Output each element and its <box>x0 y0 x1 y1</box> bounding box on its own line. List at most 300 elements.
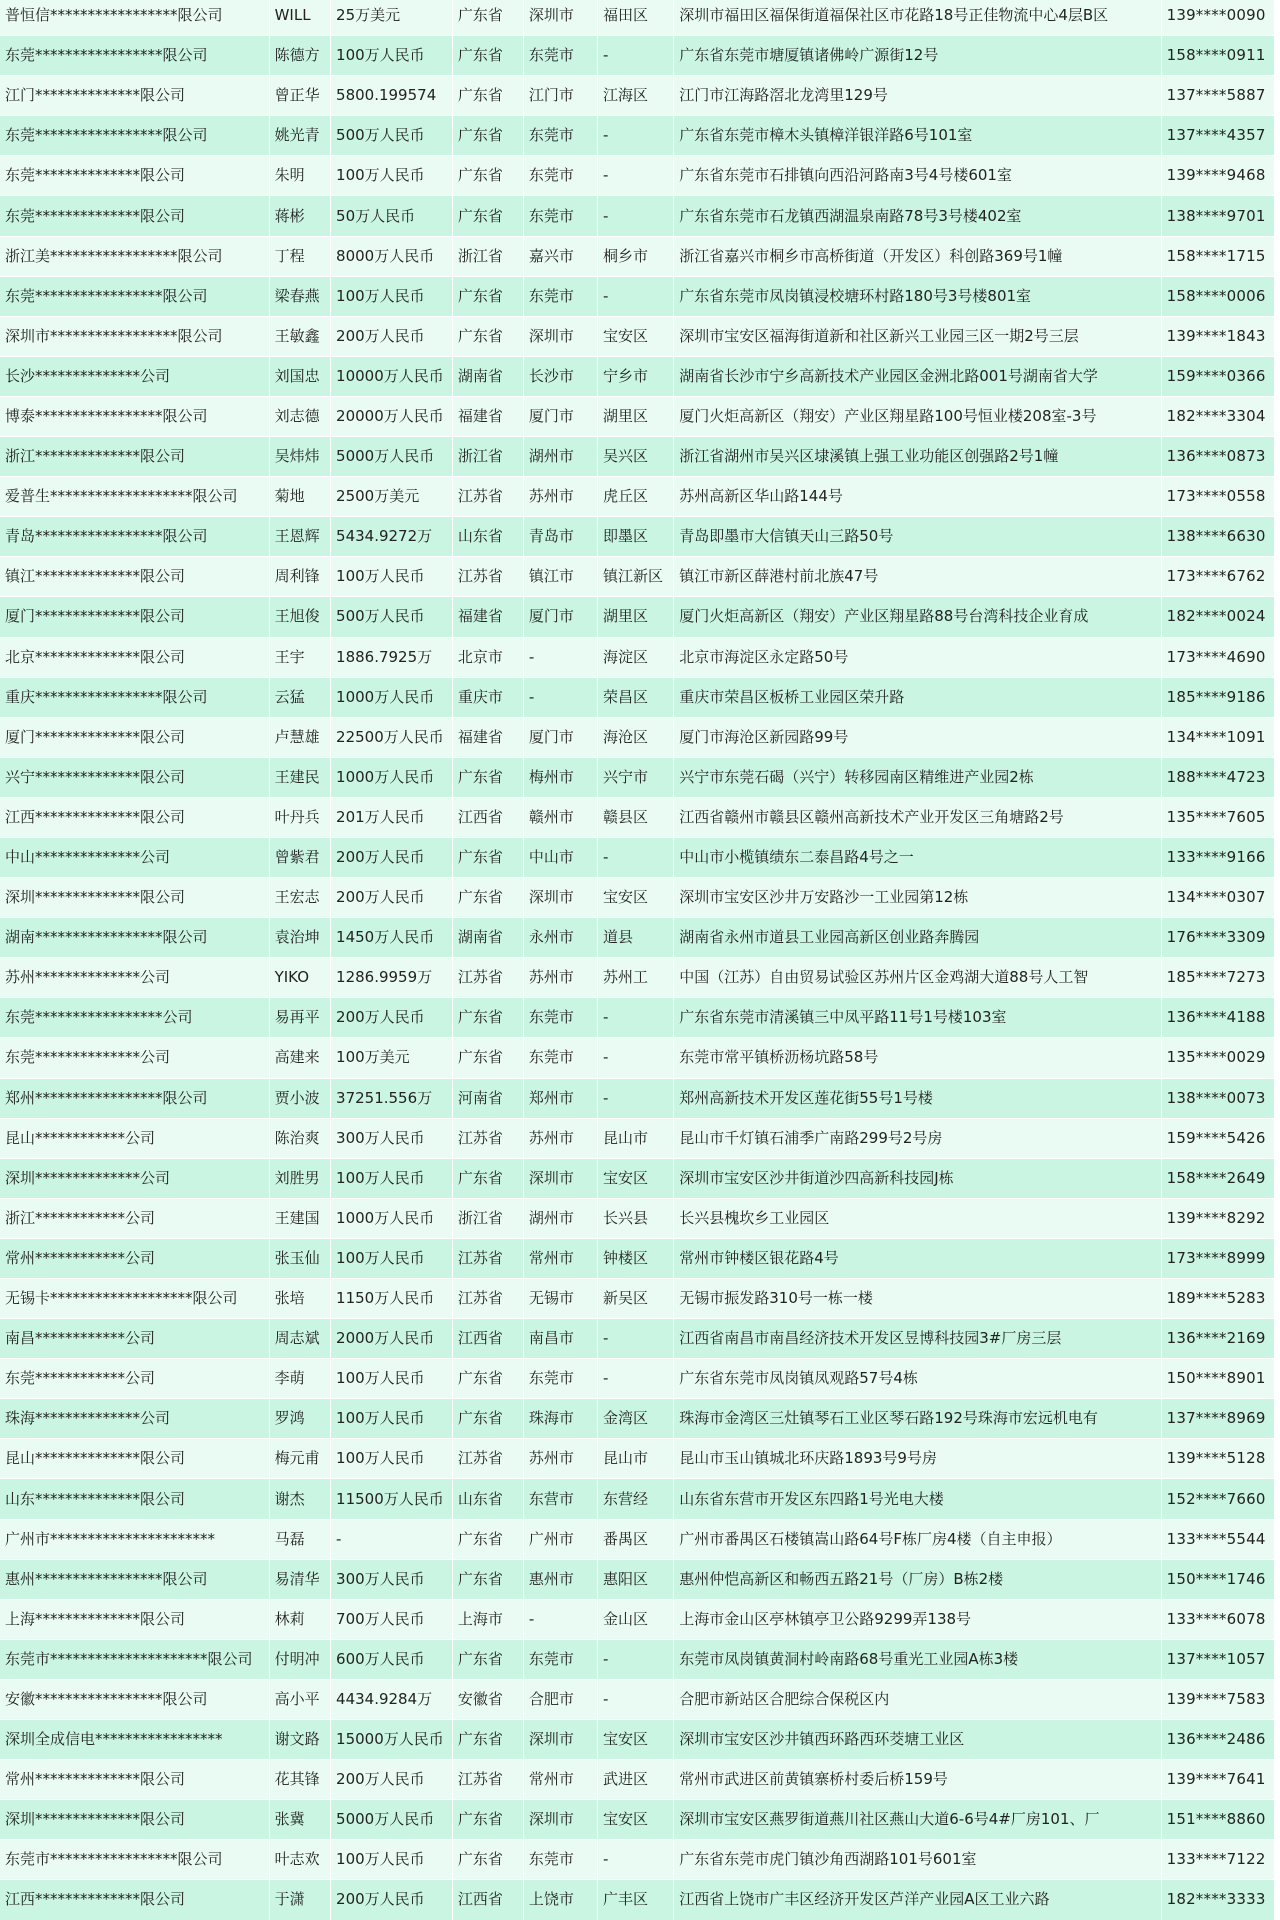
phone-cell: 173****6762 <box>1161 557 1274 597</box>
legal-person-cell: 王敏鑫 <box>269 316 330 356</box>
phone-cell: 189****5283 <box>1161 1279 1274 1319</box>
legal-person-cell: 刘国忠 <box>269 356 330 396</box>
phone-cell: 182****0024 <box>1161 597 1274 637</box>
province-cell: 广东省 <box>452 76 523 116</box>
registered-capital-cell: - <box>331 1519 453 1559</box>
phone-cell: 134****0307 <box>1161 878 1274 918</box>
registered-capital-cell: 1450万人民币 <box>331 918 453 958</box>
legal-person-cell: 罗鸿 <box>269 1399 330 1439</box>
city-cell: 江门市 <box>523 76 597 116</box>
registered-capital-cell: 5000万人民币 <box>331 1800 453 1840</box>
district-cell: 海淀区 <box>597 637 673 677</box>
table-row <box>0 1158 1275 1198</box>
table-row <box>0 477 1275 517</box>
table-row <box>0 76 1275 116</box>
phone-cell: 158****0911 <box>1161 36 1274 76</box>
table-row <box>0 1479 1275 1519</box>
address-cell: 厦门火炬高新区（翔安）产业区翔星路88号台湾科技企业育成 <box>674 597 1161 637</box>
legal-person-cell: 陈治爽 <box>269 1118 330 1158</box>
province-cell: 江西省 <box>452 797 523 837</box>
registered-capital-cell: 10000万人民币 <box>331 356 453 396</box>
phone-cell: 136****4188 <box>1161 998 1274 1038</box>
company-name-cell: 惠州*****************限公司 <box>0 1559 269 1599</box>
registered-capital-cell: 200万人民币 <box>331 837 453 877</box>
address-cell: 昆山市千灯镇石浦季广南路299号2号房 <box>674 1118 1161 1158</box>
province-cell: 江苏省 <box>452 477 523 517</box>
company-name-cell: 浙江************公司 <box>0 1198 269 1238</box>
legal-person-cell: 卢慧雄 <box>269 717 330 757</box>
table-row <box>0 396 1275 436</box>
table-row <box>0 116 1275 156</box>
legal-person-cell: 曾紫君 <box>269 837 330 877</box>
address-cell: 湖南省永州市道县工业园高新区创业路奔腾园 <box>674 918 1161 958</box>
company-name-cell: 无锡卡*******************限公司 <box>0 1279 269 1319</box>
company-name-cell: 深圳**************限公司 <box>0 1800 269 1840</box>
table-row <box>0 1439 1275 1479</box>
company-name-cell: 深圳全成信电***************** <box>0 1720 269 1760</box>
company-name-cell: 东莞**************限公司 <box>0 156 269 196</box>
company-name-cell: 广州市********************** <box>0 1519 269 1559</box>
city-cell: 苏州市 <box>523 1439 597 1479</box>
legal-person-cell: 李萌 <box>269 1359 330 1399</box>
province-cell: 广东省 <box>452 1399 523 1439</box>
address-cell: 广东省东莞市清溪镇三中凤平路11号1号楼103室 <box>674 998 1161 1038</box>
phone-cell: 133****9166 <box>1161 837 1274 877</box>
table-row <box>0 1559 1275 1599</box>
phone-cell: 137****5887 <box>1161 76 1274 116</box>
legal-person-cell: 高建来 <box>269 1038 330 1078</box>
address-cell: 青岛即墨市大信镇天山三路50号 <box>674 517 1161 557</box>
city-cell: 惠州市 <box>523 1559 597 1599</box>
legal-person-cell: 王建国 <box>269 1198 330 1238</box>
phone-cell: 151****8860 <box>1161 1800 1274 1840</box>
phone-cell: 139****7641 <box>1161 1760 1274 1800</box>
address-cell: 江西省上饶市广丰区经济开发区芦洋产业园A区工业六路 <box>674 1880 1161 1920</box>
district-cell: - <box>597 116 673 156</box>
city-cell: 湖州市 <box>523 437 597 477</box>
company-name-cell: 东莞**************限公司 <box>0 196 269 236</box>
address-cell: 江门市江海路滘北龙湾里129号 <box>674 76 1161 116</box>
table-row <box>0 1038 1275 1078</box>
legal-person-cell: 王旭俊 <box>269 597 330 637</box>
company-name-cell: 爱普生*******************限公司 <box>0 477 269 517</box>
table-row <box>0 1399 1275 1439</box>
company-name-cell: 博泰*****************限公司 <box>0 396 269 436</box>
city-cell: 东莞市 <box>523 1840 597 1880</box>
phone-cell: 137****4357 <box>1161 116 1274 156</box>
district-cell: 海沧区 <box>597 717 673 757</box>
city-cell: - <box>523 1599 597 1639</box>
district-cell: 新吴区 <box>597 1279 673 1319</box>
province-cell: 广东省 <box>452 1559 523 1599</box>
phone-cell: 182****3304 <box>1161 396 1274 436</box>
city-cell: 深圳市 <box>523 316 597 356</box>
city-cell: 常州市 <box>523 1760 597 1800</box>
district-cell: 宝安区 <box>597 316 673 356</box>
district-cell: - <box>597 998 673 1038</box>
registered-capital-cell: 100万美元 <box>331 1038 453 1078</box>
city-cell: 无锡市 <box>523 1279 597 1319</box>
district-cell: 武进区 <box>597 1760 673 1800</box>
table-row <box>0 1760 1275 1800</box>
legal-person-cell: 贾小波 <box>269 1078 330 1118</box>
legal-person-cell: 朱明 <box>269 156 330 196</box>
legal-person-cell: 付明冲 <box>269 1639 330 1679</box>
registered-capital-cell: 200万人民币 <box>331 998 453 1038</box>
table-row <box>0 637 1275 677</box>
address-cell: 广东省东莞市凤岗镇凤观路57号4栋 <box>674 1359 1161 1399</box>
province-cell: 广东省 <box>452 837 523 877</box>
registered-capital-cell: 1886.7925万 <box>331 637 453 677</box>
company-name-cell: 东莞*****************限公司 <box>0 276 269 316</box>
legal-person-cell: 袁治坤 <box>269 918 330 958</box>
province-cell: 福建省 <box>452 717 523 757</box>
table-row <box>0 1118 1275 1158</box>
legal-person-cell: 王恩辉 <box>269 517 330 557</box>
district-cell: 道县 <box>597 918 673 958</box>
company-name-cell: 常州**************限公司 <box>0 1760 269 1800</box>
phone-cell: 139****0090 <box>1161 0 1274 36</box>
table-row <box>0 517 1275 557</box>
legal-person-cell: YIKO <box>269 958 330 998</box>
district-cell: - <box>597 1078 673 1118</box>
city-cell: 深圳市 <box>523 1158 597 1198</box>
phone-cell: 158****1715 <box>1161 236 1274 276</box>
registered-capital-cell: 1000万人民币 <box>331 757 453 797</box>
phone-cell: 150****8901 <box>1161 1359 1274 1399</box>
city-cell: 东莞市 <box>523 1639 597 1679</box>
table-row <box>0 1840 1275 1880</box>
address-cell: 深圳市福田区福保街道福保社区市花路18号正佳物流中心4层B区 <box>674 0 1161 36</box>
registered-capital-cell: 100万人民币 <box>331 1439 453 1479</box>
phone-cell: 173****0558 <box>1161 477 1274 517</box>
phone-cell: 158****2649 <box>1161 1158 1274 1198</box>
province-cell: 广东省 <box>452 1038 523 1078</box>
table-row <box>0 196 1275 236</box>
district-cell: 赣县区 <box>597 797 673 837</box>
city-cell: 珠海市 <box>523 1399 597 1439</box>
table-row <box>0 597 1275 637</box>
legal-person-cell: 刘胜男 <box>269 1158 330 1198</box>
table-row <box>0 356 1275 396</box>
city-cell: 深圳市 <box>523 1800 597 1840</box>
table-row <box>0 1639 1275 1679</box>
table-row <box>0 1880 1275 1920</box>
address-cell: 广东省东莞市塘厦镇诸佛岭广源街12号 <box>674 36 1161 76</box>
district-cell: 宁乡市 <box>597 356 673 396</box>
province-cell: 广东省 <box>452 1359 523 1399</box>
province-cell: 江苏省 <box>452 1439 523 1479</box>
district-cell: 东营经 <box>597 1479 673 1519</box>
registered-capital-cell: 37251.556万 <box>331 1078 453 1118</box>
city-cell: 东莞市 <box>523 116 597 156</box>
phone-cell: 138****0073 <box>1161 1078 1274 1118</box>
phone-cell: 188****4723 <box>1161 757 1274 797</box>
registered-capital-cell: 20000万人民币 <box>331 396 453 436</box>
province-cell: 江西省 <box>452 1319 523 1359</box>
address-cell: 中山市小榄镇绩东二泰昌路4号之一 <box>674 837 1161 877</box>
province-cell: 广东省 <box>452 116 523 156</box>
phone-cell: 158****0006 <box>1161 276 1274 316</box>
address-cell: 镇江市新区薛港村前北族47号 <box>674 557 1161 597</box>
phone-cell: 137****1057 <box>1161 1639 1274 1679</box>
legal-person-cell: 云猛 <box>269 677 330 717</box>
registered-capital-cell: 300万人民币 <box>331 1559 453 1599</box>
province-cell: 湖南省 <box>452 918 523 958</box>
registered-capital-cell: 600万人民币 <box>331 1639 453 1679</box>
phone-cell: 138****6630 <box>1161 517 1274 557</box>
phone-cell: 136****2169 <box>1161 1319 1274 1359</box>
phone-cell: 137****8969 <box>1161 1399 1274 1439</box>
company-name-cell: 深圳市*****************限公司 <box>0 316 269 356</box>
legal-person-cell: 高小平 <box>269 1679 330 1719</box>
city-cell: 东莞市 <box>523 156 597 196</box>
table-row <box>0 958 1275 998</box>
table-row <box>0 837 1275 877</box>
legal-person-cell: 菊地 <box>269 477 330 517</box>
district-cell: - <box>597 1319 673 1359</box>
company-name-cell: 兴宁**************限公司 <box>0 757 269 797</box>
district-cell: 苏州工 <box>597 958 673 998</box>
city-cell: 深圳市 <box>523 1720 597 1760</box>
phone-cell: 136****0873 <box>1161 437 1274 477</box>
phone-cell: 185****9186 <box>1161 677 1274 717</box>
address-cell: 广东省东莞市樟木头镇樟洋银洋路6号101室 <box>674 116 1161 156</box>
province-cell: 江苏省 <box>452 1238 523 1278</box>
province-cell: 广东省 <box>452 1158 523 1198</box>
table-row <box>0 1279 1275 1319</box>
legal-person-cell: 周志斌 <box>269 1319 330 1359</box>
address-cell: 浙江省湖州市吴兴区埭溪镇上强工业功能区创强路2号1幢 <box>674 437 1161 477</box>
company-name-cell: 江门**************限公司 <box>0 76 269 116</box>
table-row <box>0 276 1275 316</box>
district-cell: 广丰区 <box>597 1880 673 1920</box>
registered-capital-cell: 1000万人民币 <box>331 677 453 717</box>
company-name-cell: 厦门**************限公司 <box>0 717 269 757</box>
registered-capital-cell: 100万人民币 <box>331 1399 453 1439</box>
city-cell: 厦门市 <box>523 717 597 757</box>
company-name-cell: 长沙**************公司 <box>0 356 269 396</box>
district-cell: 宝安区 <box>597 1800 673 1840</box>
province-cell: 福建省 <box>452 396 523 436</box>
address-cell: 深圳市宝安区沙井镇西环路西环茭塘工业区 <box>674 1720 1161 1760</box>
district-cell: 长兴县 <box>597 1198 673 1238</box>
address-cell: 北京市海淀区永定路50号 <box>674 637 1161 677</box>
company-name-cell: 浙江**************限公司 <box>0 437 269 477</box>
table-row <box>0 36 1275 76</box>
company-name-cell: 上海**************限公司 <box>0 1599 269 1639</box>
district-cell: 宝安区 <box>597 1720 673 1760</box>
address-cell: 山东省东营市开发区东四路1号光电大楼 <box>674 1479 1161 1519</box>
phone-cell: 138****9701 <box>1161 196 1274 236</box>
phone-cell: 133****5544 <box>1161 1519 1274 1559</box>
legal-person-cell: 张玉仙 <box>269 1238 330 1278</box>
district-cell: 昆山市 <box>597 1439 673 1479</box>
district-cell: 金山区 <box>597 1599 673 1639</box>
registered-capital-cell: 200万人民币 <box>331 1880 453 1920</box>
district-cell: 福田区 <box>597 0 673 36</box>
province-cell: 广东省 <box>452 1720 523 1760</box>
district-cell: 桐乡市 <box>597 236 673 276</box>
phone-cell: 134****1091 <box>1161 717 1274 757</box>
legal-person-cell: 姚光青 <box>269 116 330 156</box>
table-row <box>0 1679 1275 1719</box>
city-cell: 镇江市 <box>523 557 597 597</box>
company-name-cell: 青岛*****************限公司 <box>0 517 269 557</box>
address-cell: 浙江省嘉兴市桐乡市高桥街道（开发区）科创路369号1幢 <box>674 236 1161 276</box>
address-cell: 珠海市金湾区三灶镇琴石工业区琴石路192号珠海市宏远机电有 <box>674 1399 1161 1439</box>
city-cell: 郑州市 <box>523 1078 597 1118</box>
phone-cell: 185****7273 <box>1161 958 1274 998</box>
phone-cell: 159****0366 <box>1161 356 1274 396</box>
legal-person-cell: 蒋彬 <box>269 196 330 236</box>
province-cell: 广东省 <box>452 196 523 236</box>
province-cell: 广东省 <box>452 998 523 1038</box>
registered-capital-cell: 5800.199574 <box>331 76 453 116</box>
table-row <box>0 1720 1275 1760</box>
province-cell: 湖南省 <box>452 356 523 396</box>
province-cell: 浙江省 <box>452 236 523 276</box>
province-cell: 福建省 <box>452 597 523 637</box>
address-cell: 湖南省长沙市宁乡高新技术产业园区金洲北路001号湖南省大学 <box>674 356 1161 396</box>
address-cell: 广东省东莞市虎门镇沙角西湖路101号601室 <box>674 1840 1161 1880</box>
legal-person-cell: 梁春燕 <box>269 276 330 316</box>
table-row <box>0 918 1275 958</box>
registered-capital-cell: 50万人民币 <box>331 196 453 236</box>
company-name-cell: 东莞市*********************限公司 <box>0 1639 269 1679</box>
district-cell: 兴宁市 <box>597 757 673 797</box>
city-cell: 东莞市 <box>523 196 597 236</box>
address-cell: 常州市钟楼区银花路4号 <box>674 1238 1161 1278</box>
city-cell: 永州市 <box>523 918 597 958</box>
district-cell: 虎丘区 <box>597 477 673 517</box>
phone-cell: 139****8292 <box>1161 1198 1274 1238</box>
address-cell: 深圳市宝安区沙井万安路沙一工业园第12栋 <box>674 878 1161 918</box>
province-cell: 安徽省 <box>452 1679 523 1719</box>
phone-cell: 182****3333 <box>1161 1880 1274 1920</box>
province-cell: 广东省 <box>452 1840 523 1880</box>
legal-person-cell: 周利锋 <box>269 557 330 597</box>
address-cell: 苏州高新区华山路144号 <box>674 477 1161 517</box>
province-cell: 广东省 <box>452 1519 523 1559</box>
city-cell: 厦门市 <box>523 597 597 637</box>
table-row <box>0 0 1275 36</box>
registered-capital-cell: 100万人民币 <box>331 1840 453 1880</box>
company-name-cell: 郑州*****************限公司 <box>0 1078 269 1118</box>
legal-person-cell: 张培 <box>269 1279 330 1319</box>
phone-cell: 139****7583 <box>1161 1679 1274 1719</box>
city-cell: 常州市 <box>523 1238 597 1278</box>
city-cell: 深圳市 <box>523 0 597 36</box>
province-cell: 江苏省 <box>452 1760 523 1800</box>
city-cell: 湖州市 <box>523 1198 597 1238</box>
registered-capital-cell: 8000万人民币 <box>331 236 453 276</box>
district-cell: - <box>597 837 673 877</box>
phone-cell: 139****5128 <box>1161 1439 1274 1479</box>
registered-capital-cell: 11500万人民币 <box>331 1479 453 1519</box>
address-cell: 深圳市宝安区沙井街道沙四高新科技园J栋 <box>674 1158 1161 1198</box>
district-cell: 宝安区 <box>597 1158 673 1198</box>
phone-cell: 136****2486 <box>1161 1720 1274 1760</box>
legal-person-cell: 梅元甫 <box>269 1439 330 1479</box>
district-cell: - <box>597 1038 673 1078</box>
legal-person-cell: 叶丹兵 <box>269 797 330 837</box>
district-cell: 吴兴区 <box>597 437 673 477</box>
legal-person-cell: 王宇 <box>269 637 330 677</box>
registered-capital-cell: 25万美元 <box>331 0 453 36</box>
phone-cell: 173****8999 <box>1161 1238 1274 1278</box>
registered-capital-cell: 201万人民币 <box>331 797 453 837</box>
address-cell: 重庆市荣昌区板桥工业园区荣升路 <box>674 677 1161 717</box>
table-row <box>0 1599 1275 1639</box>
registered-capital-cell: 100万人民币 <box>331 557 453 597</box>
phone-cell: 139****9468 <box>1161 156 1274 196</box>
province-cell: 重庆市 <box>452 677 523 717</box>
registered-capital-cell: 100万人民币 <box>331 36 453 76</box>
legal-person-cell: 花其锋 <box>269 1760 330 1800</box>
district-cell: 惠阳区 <box>597 1559 673 1599</box>
legal-person-cell: 林莉 <box>269 1599 330 1639</box>
province-cell: 广东省 <box>452 1800 523 1840</box>
city-cell: 南昌市 <box>523 1319 597 1359</box>
province-cell: 广东省 <box>452 156 523 196</box>
company-name-cell: 东莞**************公司 <box>0 1038 269 1078</box>
legal-person-cell: WILL <box>269 0 330 36</box>
phone-cell: 159****5426 <box>1161 1118 1274 1158</box>
company-name-cell: 山东**************限公司 <box>0 1479 269 1519</box>
district-cell: - <box>597 1639 673 1679</box>
registered-capital-cell: 5000万人民币 <box>331 437 453 477</box>
city-cell: 青岛市 <box>523 517 597 557</box>
company-name-cell: 东莞市*****************限公司 <box>0 1840 269 1880</box>
province-cell: 山东省 <box>452 1479 523 1519</box>
province-cell: 广东省 <box>452 36 523 76</box>
company-name-cell: 重庆*****************限公司 <box>0 677 269 717</box>
phone-cell: 135****7605 <box>1161 797 1274 837</box>
district-cell: 即墨区 <box>597 517 673 557</box>
legal-person-cell: 王宏志 <box>269 878 330 918</box>
company-name-cell: 深圳**************限公司 <box>0 878 269 918</box>
table-row <box>0 757 1275 797</box>
address-cell: 合肥市新站区合肥综合保税区内 <box>674 1679 1161 1719</box>
table-row <box>0 316 1275 356</box>
city-cell: 东营市 <box>523 1479 597 1519</box>
company-name-cell: 厦门**************限公司 <box>0 597 269 637</box>
phone-cell: 133****7122 <box>1161 1840 1274 1880</box>
company-name-cell: 常州************公司 <box>0 1238 269 1278</box>
registered-capital-cell: 500万人民币 <box>331 597 453 637</box>
address-cell: 东莞市凤岗镇黄洞村岭南路68号重光工业园A栋3楼 <box>674 1639 1161 1679</box>
phone-cell: 152****7660 <box>1161 1479 1274 1519</box>
district-cell: - <box>597 1359 673 1399</box>
company-name-cell: 北京**************限公司 <box>0 637 269 677</box>
province-cell: 广东省 <box>452 316 523 356</box>
city-cell: 东莞市 <box>523 36 597 76</box>
city-cell: 长沙市 <box>523 356 597 396</box>
city-cell: 苏州市 <box>523 477 597 517</box>
registered-capital-cell: 500万人民币 <box>331 116 453 156</box>
registered-capital-cell: 2500万美元 <box>331 477 453 517</box>
legal-person-cell: 谢杰 <box>269 1479 330 1519</box>
district-cell: - <box>597 156 673 196</box>
district-cell: 湖里区 <box>597 396 673 436</box>
company-name-cell: 苏州**************公司 <box>0 958 269 998</box>
district-cell: 荣昌区 <box>597 677 673 717</box>
address-cell: 无锡市振发路310号一栋一楼 <box>674 1279 1161 1319</box>
city-cell: 合肥市 <box>523 1679 597 1719</box>
registered-capital-cell: 1286.9959万 <box>331 958 453 998</box>
address-cell: 中国（江苏）自由贸易试验区苏州片区金鸡湖大道88号人工智 <box>674 958 1161 998</box>
